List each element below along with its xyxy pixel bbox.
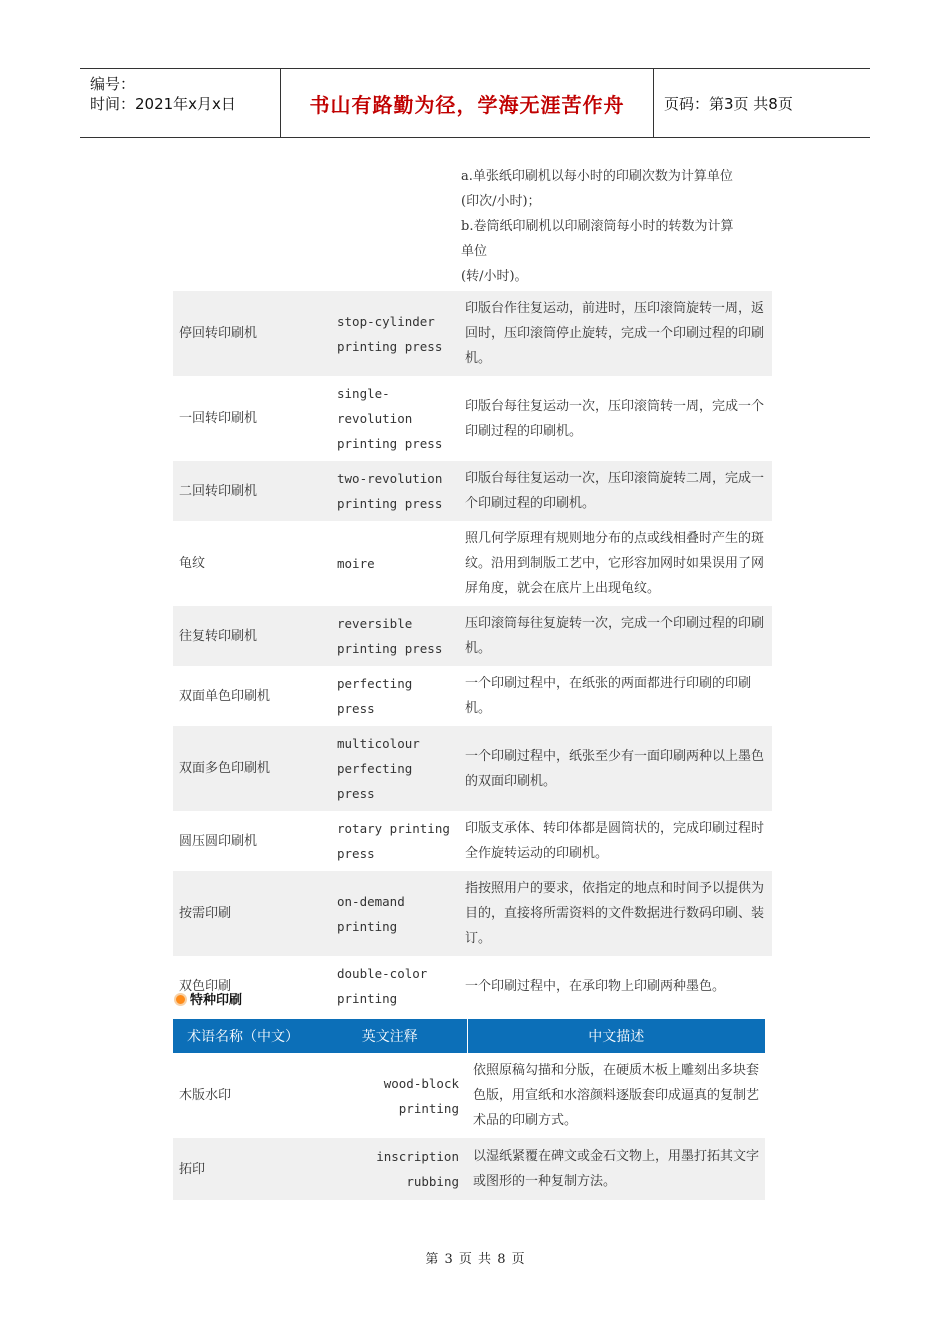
- bullet-icon: [174, 993, 187, 1006]
- term-english: perfecting press: [337, 676, 413, 716]
- term-chinese: 一回转印刷机: [179, 411, 258, 426]
- term-chinese: 拓印: [173, 1138, 313, 1200]
- intro-line: (转/小时)。: [461, 269, 528, 284]
- header-motto-cell: [281, 69, 654, 137]
- table-row: [173, 606, 772, 666]
- header-page-info: 页码：第3页 共8页: [664, 95, 793, 113]
- table-row: [173, 521, 772, 606]
- table-row: [173, 291, 772, 376]
- table-row: [173, 1138, 765, 1200]
- page-footer: 第 3 页 共 8 页: [425, 1252, 525, 1267]
- term-description: 指按照用户的要求，依指定的地点和时间予以提供为目的，直接将所需资料的文件数据进行数码印刷、装订。: [459, 871, 772, 956]
- term-description: 印版台每往复运动一次，压印滚筒旋转二周，完成一个印刷过程的印刷机。: [459, 461, 772, 521]
- term-description: 印版台作往复运动，前进时，压印滚筒旋转一周，返回时，压印滚筒停止旋转，完成一个印刷过程的印刷机。: [459, 291, 772, 376]
- term-chinese: 木版水印: [179, 1088, 232, 1103]
- term-description: 依照原稿勾描和分版，在硬质木板上雕刻出多块套色版，用宣纸和水溶颜料逐版套印成逼真的复制艺术品的印刷方式。: [473, 1063, 760, 1128]
- table-row: [173, 956, 772, 1016]
- intro-line: (印次/小时)；: [461, 194, 541, 209]
- document-date: 时间：2021年x月x日: [90, 95, 236, 113]
- term-english: wood-block printing: [383, 1075, 459, 1116]
- table-row: [173, 666, 772, 726]
- table-row: [173, 376, 772, 461]
- term-english: moire: [337, 556, 375, 571]
- continued-description: [461, 164, 771, 289]
- term-english: reversible printing press: [325, 606, 459, 666]
- term-description: 一个印刷过程中，在纸张的两面都进行印刷的印刷机。: [465, 676, 752, 716]
- table-row: [173, 726, 772, 811]
- term-description: 一个印刷过程中，纸张至少有一面印刷两种以上墨色的双面印刷机。: [459, 726, 772, 811]
- term-chinese: 龟纹: [179, 556, 206, 571]
- term-english: multicolour perfecting press: [325, 726, 459, 811]
- term-description: 一个印刷过程中，在承印物上印刷两种墨色。: [465, 978, 726, 994]
- header-page-cell: [654, 69, 870, 137]
- term-description: 压印滚筒每往复旋转一次，完成一个印刷过程的印刷机。: [459, 606, 772, 666]
- term-english: stop-cylinder printing press: [325, 291, 459, 376]
- section-title: 特种印刷: [190, 993, 243, 1008]
- intro-line: b.卷筒纸印刷机以印刷滚筒每小时的转数为计算: [461, 219, 734, 234]
- document-number-label: 编号：: [90, 75, 136, 93]
- intro-line: 单位: [461, 244, 488, 259]
- table-row: [173, 871, 772, 956]
- term-chinese: 圆压圆印刷机: [179, 833, 258, 849]
- header-meta-cell: [80, 69, 281, 137]
- term-description: 印版台每往复运动一次，压印滚筒转一周，完成一个印刷过程的印刷机。: [465, 398, 765, 439]
- table-header-row: [173, 1019, 765, 1053]
- term-chinese: 双面单色印刷机: [179, 688, 271, 704]
- column-header-description: 中文描述: [467, 1019, 765, 1053]
- intro-line: a.单张纸印刷机以每小时的印刷次数为计算单位: [461, 169, 733, 184]
- term-chinese: 按需印刷: [173, 871, 325, 956]
- table-row: [173, 461, 772, 521]
- term-chinese: 往复转印刷机: [173, 606, 325, 666]
- column-header-term: 术语名称（中文）: [173, 1019, 313, 1053]
- term-description: 照几何学原理有规则地分布的点或线相叠时产生的斑纹。沿用到制版工艺中，它形容加网时如果误用了网屏角度，就会在底片上出现龟纹。: [465, 531, 765, 596]
- header-motto: 书山有路勤为径，学海无涯苦作舟: [309, 93, 625, 117]
- column-header-english: 英文注释: [313, 1019, 467, 1053]
- table-row: [173, 811, 772, 871]
- term-chinese: 二回转印刷机: [173, 461, 325, 521]
- term-chinese: 停回转印刷机: [173, 291, 325, 376]
- term-english: on-demand printing: [325, 871, 459, 956]
- special-printing-table: [173, 1019, 765, 1200]
- term-chinese: 双面多色印刷机: [173, 726, 325, 811]
- term-english: inscription rubbing: [313, 1138, 467, 1200]
- term-description: 以湿纸紧覆在碑文或金石文物上，用墨打拓其文字或图形的一种复制方法。: [467, 1138, 765, 1200]
- table-row: [173, 1053, 765, 1138]
- printing-press-terms-table: [173, 291, 772, 1016]
- term-english: double-color printing: [337, 966, 428, 1006]
- term-description: 印版支承体、转印体都是圆筒状的，完成印刷过程时全作旋转运动的印刷机。: [465, 821, 765, 861]
- term-english: rotary printing press: [337, 821, 450, 861]
- term-english: single-revolution printing press: [337, 386, 443, 451]
- term-english: two-revolution printing press: [325, 461, 459, 521]
- page-header: [80, 68, 870, 138]
- term-chinese: 双色印刷: [179, 978, 232, 994]
- section-heading: [174, 989, 242, 1008]
